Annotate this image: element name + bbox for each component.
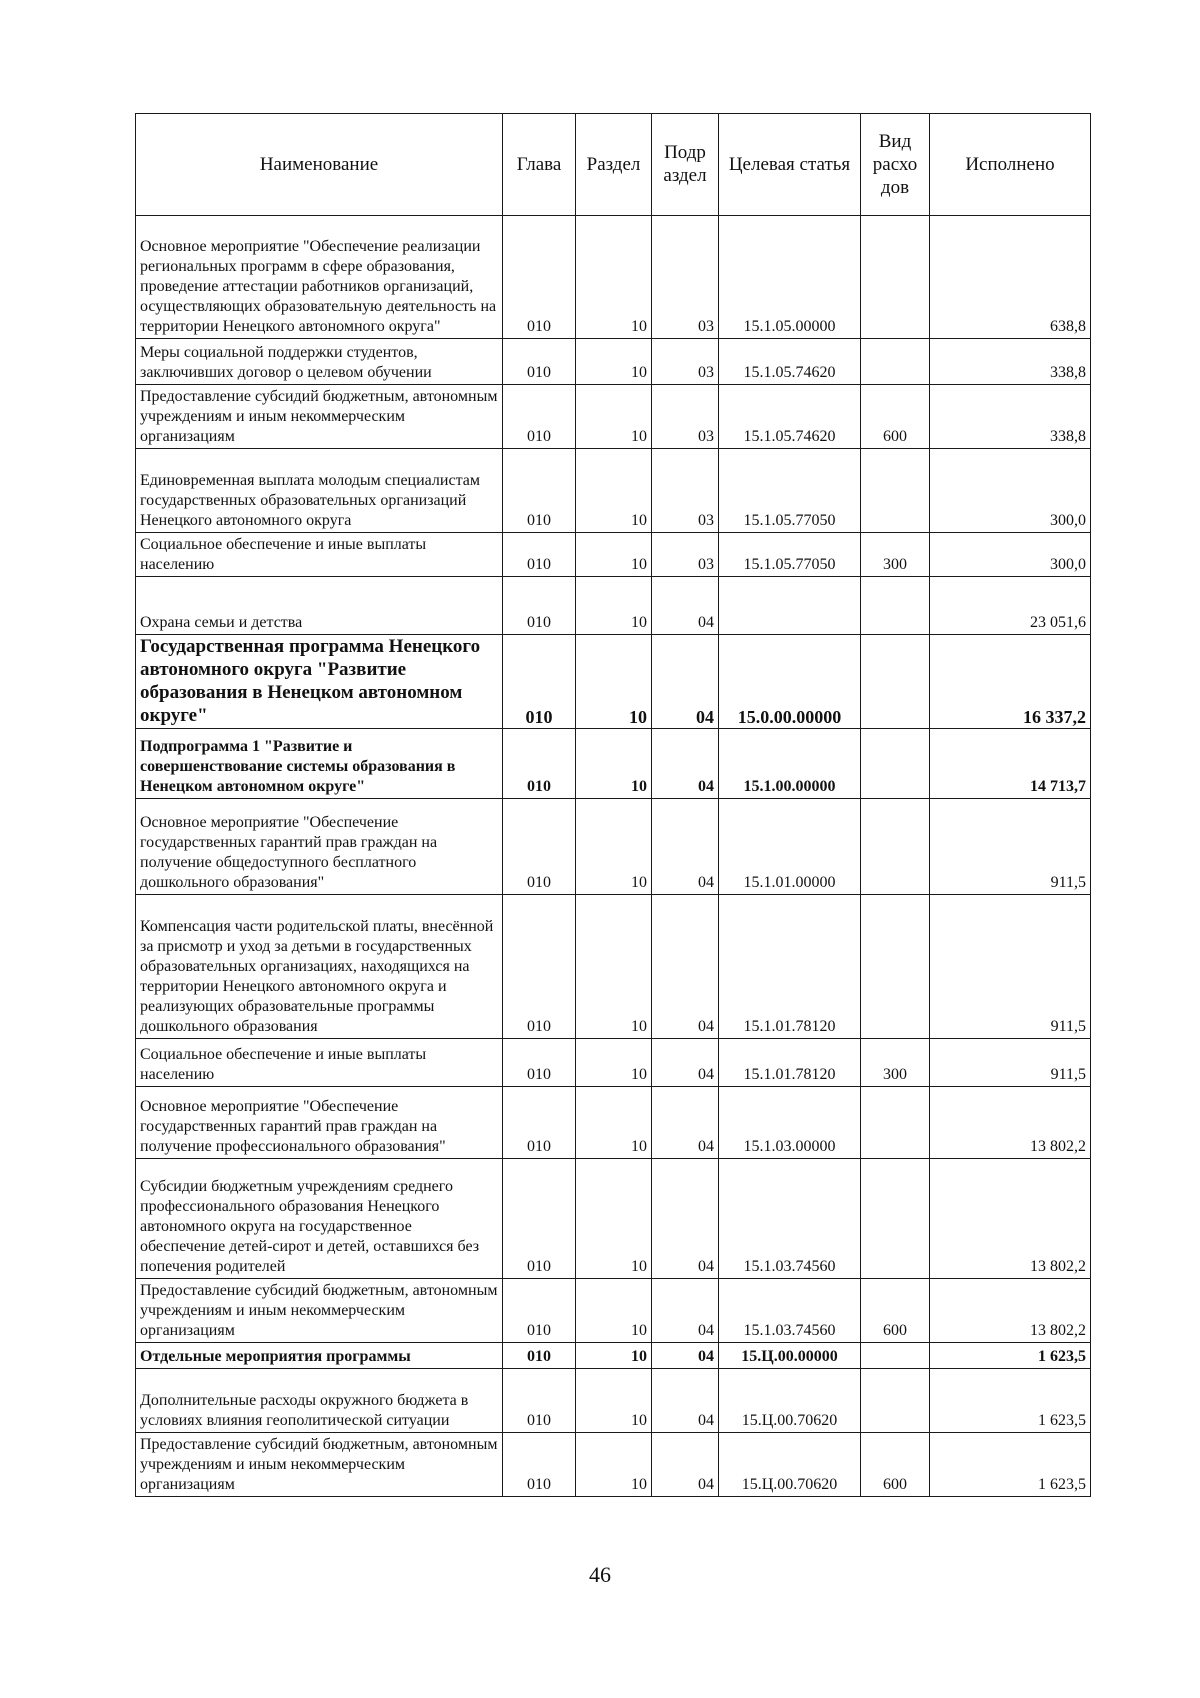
row-vid [861,729,930,799]
row-ispolneno: 14 713,7 [930,729,1091,799]
header-podrazdel: Подр аздел [652,114,719,216]
table-row [136,533,1091,577]
row-razdel: 10 [576,1343,652,1369]
row-name: Предоставление субсидий бюджетным, автономным учреждениям и иным некоммерческим организациям [136,1433,503,1497]
row-podrazdel: 04 [652,1087,719,1159]
row-vid [861,1087,930,1159]
row-vid: 600 [861,1433,930,1497]
row-ispolneno: 13 802,2 [930,1159,1091,1279]
row-razdel: 10 [576,1433,652,1497]
row-celevaya: 15.1.01.78120 [719,895,861,1039]
row-glava: 010 [503,577,576,635]
row-razdel: 10 [576,1159,652,1279]
row-ispolneno: 338,8 [930,385,1091,449]
row-podrazdel: 04 [652,895,719,1039]
row-name: Социальное обеспечение и иные выплаты населению [136,1039,503,1087]
row-glava: 010 [503,449,576,533]
table-row [136,449,1091,533]
row-razdel: 10 [576,895,652,1039]
table-row [136,1343,1091,1369]
row-vid [861,1159,930,1279]
row-vid: 300 [861,1039,930,1087]
table-row [136,1039,1091,1087]
row-glava: 010 [503,339,576,385]
row-name: Субсидии бюджетным учреждениям среднего профессионального образования Ненецкого автономного округа на государственное обеспечение детей-сирот и детей, оставшихся без попечения родителей [136,1159,503,1279]
row-razdel: 10 [576,385,652,449]
row-razdel: 10 [576,339,652,385]
row-razdel: 10 [576,216,652,339]
row-vid: 600 [861,385,930,449]
row-podrazdel: 04 [652,635,719,729]
table-row [136,577,1091,635]
table-row [136,799,1091,895]
row-name: Охрана семьи и детства [136,577,503,635]
row-glava: 010 [503,1343,576,1369]
row-podrazdel: 04 [652,1433,719,1497]
row-ispolneno: 338,8 [930,339,1091,385]
row-podrazdel: 04 [652,799,719,895]
row-name: Государственная программа Ненецкого автономного округа "Развитие образования в Ненецком автономном округе" [136,635,503,729]
table-row [136,1433,1091,1497]
row-vid [861,449,930,533]
row-razdel: 10 [576,1087,652,1159]
row-podrazdel: 04 [652,729,719,799]
row-name: Предоставление субсидий бюджетным, автономным учреждениям и иным некоммерческим организациям [136,385,503,449]
row-ispolneno: 911,5 [930,799,1091,895]
row-glava: 010 [503,895,576,1039]
row-glava: 010 [503,1369,576,1433]
row-glava: 010 [503,799,576,895]
header-celevaya: Целевая статья [719,114,861,216]
row-celevaya: 15.1.05.00000 [719,216,861,339]
table-row [136,729,1091,799]
row-ispolneno: 1 623,5 [930,1343,1091,1369]
row-ispolneno: 16 337,2 [930,635,1091,729]
row-vid: 300 [861,533,930,577]
row-glava: 010 [503,216,576,339]
row-celevaya: 15.1.03.74560 [719,1159,861,1279]
row-ispolneno: 1 623,5 [930,1369,1091,1433]
row-ispolneno: 300,0 [930,533,1091,577]
header-ispolneno: Исполнено [930,114,1091,216]
row-vid [861,216,930,339]
row-ispolneno: 911,5 [930,1039,1091,1087]
row-celevaya: 15.1.00.00000 [719,729,861,799]
row-celevaya [719,577,861,635]
row-vid [861,635,930,729]
table-row [136,385,1091,449]
row-vid [861,895,930,1039]
table-header-row [136,114,1091,216]
row-razdel: 10 [576,1039,652,1087]
row-podrazdel: 04 [652,1159,719,1279]
row-podrazdel: 03 [652,533,719,577]
row-podrazdel: 04 [652,1039,719,1087]
row-glava: 010 [503,533,576,577]
row-name: Предоставление субсидий бюджетным, автономным учреждениям и иным некоммерческим организациям [136,1279,503,1343]
row-celevaya: 15.1.05.77050 [719,449,861,533]
header-glava: Глава [503,114,576,216]
row-name: Единовременная выплата молодым специалистам государственных образовательных организаций Ненецкого автономного округа [136,449,503,533]
row-podrazdel: 03 [652,216,719,339]
row-vid [861,577,930,635]
row-vid [861,1369,930,1433]
header-vid: Вид расхо дов [861,114,930,216]
row-podrazdel: 04 [652,577,719,635]
row-name: Меры социальной поддержки студентов, заключивших договор о целевом обучении [136,339,503,385]
row-celevaya: 15.0.00.00000 [719,635,861,729]
row-glava: 010 [503,1433,576,1497]
row-vid [861,799,930,895]
row-ispolneno: 13 802,2 [930,1279,1091,1343]
table-row [136,1159,1091,1279]
row-ispolneno: 23 051,6 [930,577,1091,635]
row-glava: 010 [503,1159,576,1279]
row-razdel: 10 [576,1279,652,1343]
row-celevaya: 15.1.03.00000 [719,1087,861,1159]
row-glava: 010 [503,1039,576,1087]
row-name: Основное мероприятие "Обеспечение государственных гарантий прав граждан на получение общедоступного бесплатного дошкольного образования" [136,799,503,895]
row-ispolneno: 638,8 [930,216,1091,339]
row-razdel: 10 [576,1369,652,1433]
row-ispolneno: 911,5 [930,895,1091,1039]
row-ispolneno: 1 623,5 [930,1433,1091,1497]
row-razdel: 10 [576,729,652,799]
row-podrazdel: 03 [652,339,719,385]
row-razdel: 10 [576,533,652,577]
row-celevaya: 15.1.03.74560 [719,1279,861,1343]
row-glava: 010 [503,635,576,729]
budget-execution-table [135,113,1091,1497]
row-razdel: 10 [576,799,652,895]
row-celevaya: 15.1.05.74620 [719,385,861,449]
row-name: Отдельные мероприятия программы [136,1343,503,1369]
row-glava: 010 [503,1087,576,1159]
row-razdel: 10 [576,635,652,729]
table-row [136,339,1091,385]
row-celevaya: 15.Ц.00.70620 [719,1369,861,1433]
row-podrazdel: 04 [652,1279,719,1343]
row-podrazdel: 04 [652,1369,719,1433]
row-vid: 600 [861,1279,930,1343]
row-name: Основное мероприятие "Обеспечение реализации региональных программ в сфере образования, проведение аттестации работников организаций, осуществляющих образовательную деятельность на территории Ненецкого автономного округа" [136,216,503,339]
table-row [136,1279,1091,1343]
row-glava: 010 [503,729,576,799]
table-row [136,895,1091,1039]
row-ispolneno: 300,0 [930,449,1091,533]
table-row [136,1087,1091,1159]
row-name: Компенсация части родительской платы, внесённой за присмотр и уход за детьми в государственных образовательных организациях, находящихся на территории Ненецкого автономного округа и реализующих образовательные программы дошкольного образования [136,895,503,1039]
table-row [136,216,1091,339]
row-name: Социальное обеспечение и иные выплаты населению [136,533,503,577]
row-celevaya: 15.1.01.78120 [719,1039,861,1087]
row-vid [861,339,930,385]
table-row [136,635,1091,729]
page-number: 46 [589,1562,611,1587]
row-ispolneno: 13 802,2 [930,1087,1091,1159]
row-celevaya: 15.1.05.77050 [719,533,861,577]
row-podrazdel: 04 [652,1343,719,1369]
header-razdel: Раздел [576,114,652,216]
row-vid [861,1343,930,1369]
row-glava: 010 [503,385,576,449]
row-razdel: 10 [576,449,652,533]
row-celevaya: 15.1.01.00000 [719,799,861,895]
row-name: Основное мероприятие "Обеспечение государственных гарантий прав граждан на получение профессионального образования" [136,1087,503,1159]
row-name: Дополнительные расходы окружного бюджета в условиях влияния геополитической ситуации [136,1369,503,1433]
row-podrazdel: 03 [652,385,719,449]
row-name: Подпрограмма 1 "Развитие и совершенствование системы образования в Ненецком автономном округе" [136,729,503,799]
row-podrazdel: 03 [652,449,719,533]
header-name: Наименование [136,114,503,216]
row-celevaya: 15.1.05.74620 [719,339,861,385]
row-celevaya: 15.Ц.00.70620 [719,1433,861,1497]
row-razdel: 10 [576,577,652,635]
table-row [136,1369,1091,1433]
row-celevaya: 15.Ц.00.00000 [719,1343,861,1369]
row-glava: 010 [503,1279,576,1343]
